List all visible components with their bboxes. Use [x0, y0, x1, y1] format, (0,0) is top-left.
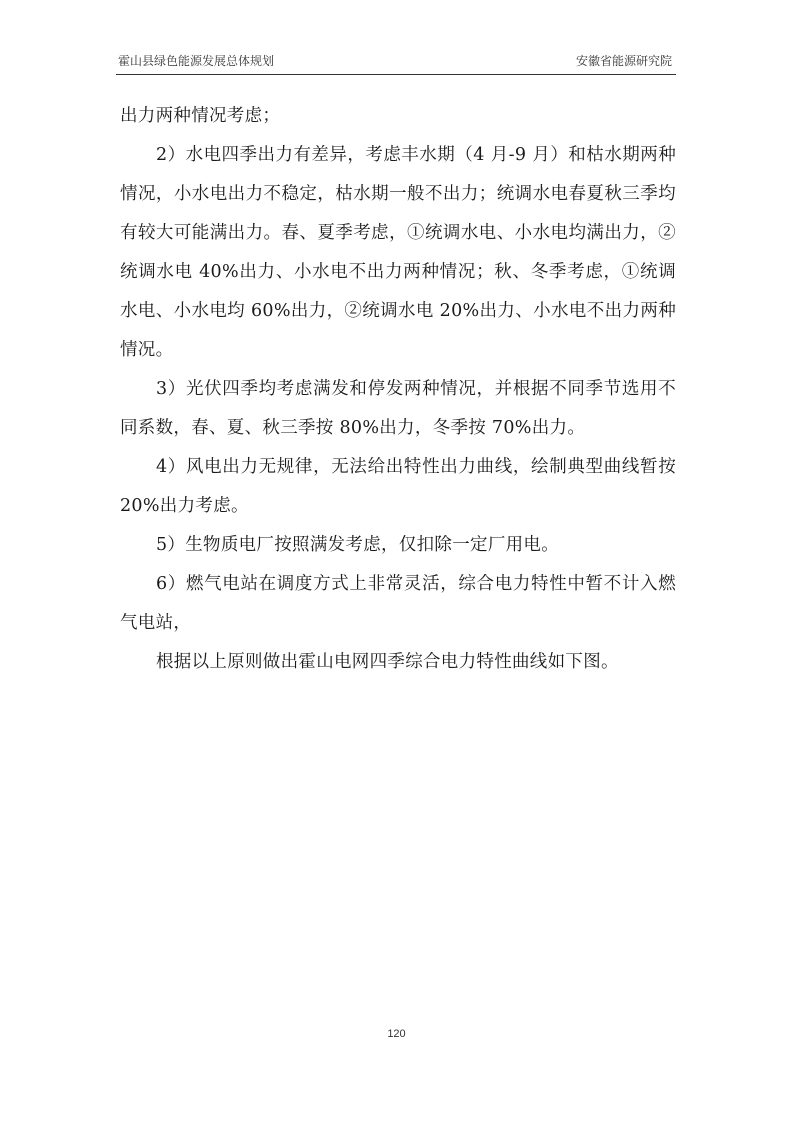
paragraph-hydropower: 2）水电四季出力有差异，考虑丰水期（4 月-9 月）和枯水期两种情况，小水电出力不稳定，枯水期一般不出力；统调水电春夏秋三季均有较大可能满出力。春、夏季考虑，①统调水电、小水电均满出力，②统调水电 40%出力、小水电不出力两种情况；秋、冬季考虑，①统调水电、小水电均 60%出力，②统调水电 20%出力、小水电不出力两种情况。 — [120, 145, 676, 360]
paragraph-gas-power: 6）燃气电站在调度方式上非常灵活，综合电力特性中暂不计入燃气电站， — [120, 574, 676, 633]
paragraph-biomass: 5）生物质电厂按照满发考虑，仅扣除一定厂用电。 — [156, 535, 560, 555]
organization-name: 安徽省能源研究院 — [575, 54, 672, 68]
paragraph-continuation: 出力两种情况考虑； — [120, 106, 281, 126]
paragraph-wind-power: 4）风电出力无规律，无法给出特性出力曲线，绘制典型曲线暂按 20%出力考虑。 — [120, 457, 676, 516]
paragraph-conclusion: 根据以上原则做出霍山电网四季综合电力特性曲线如下图。 — [156, 652, 619, 672]
paragraph-photovoltaic: 3）光伏四季均考虑满发和停发两种情况，并根据不同季节选用不同系数，春、夏、秋三季按 80%出力，冬季按 70%出力。 — [120, 379, 676, 438]
body-text — [120, 97, 676, 682]
document-title: 霍山县绿色能源发展总体规划 — [118, 54, 275, 68]
page-header — [116, 50, 676, 75]
page-number: 120 — [387, 1028, 406, 1040]
